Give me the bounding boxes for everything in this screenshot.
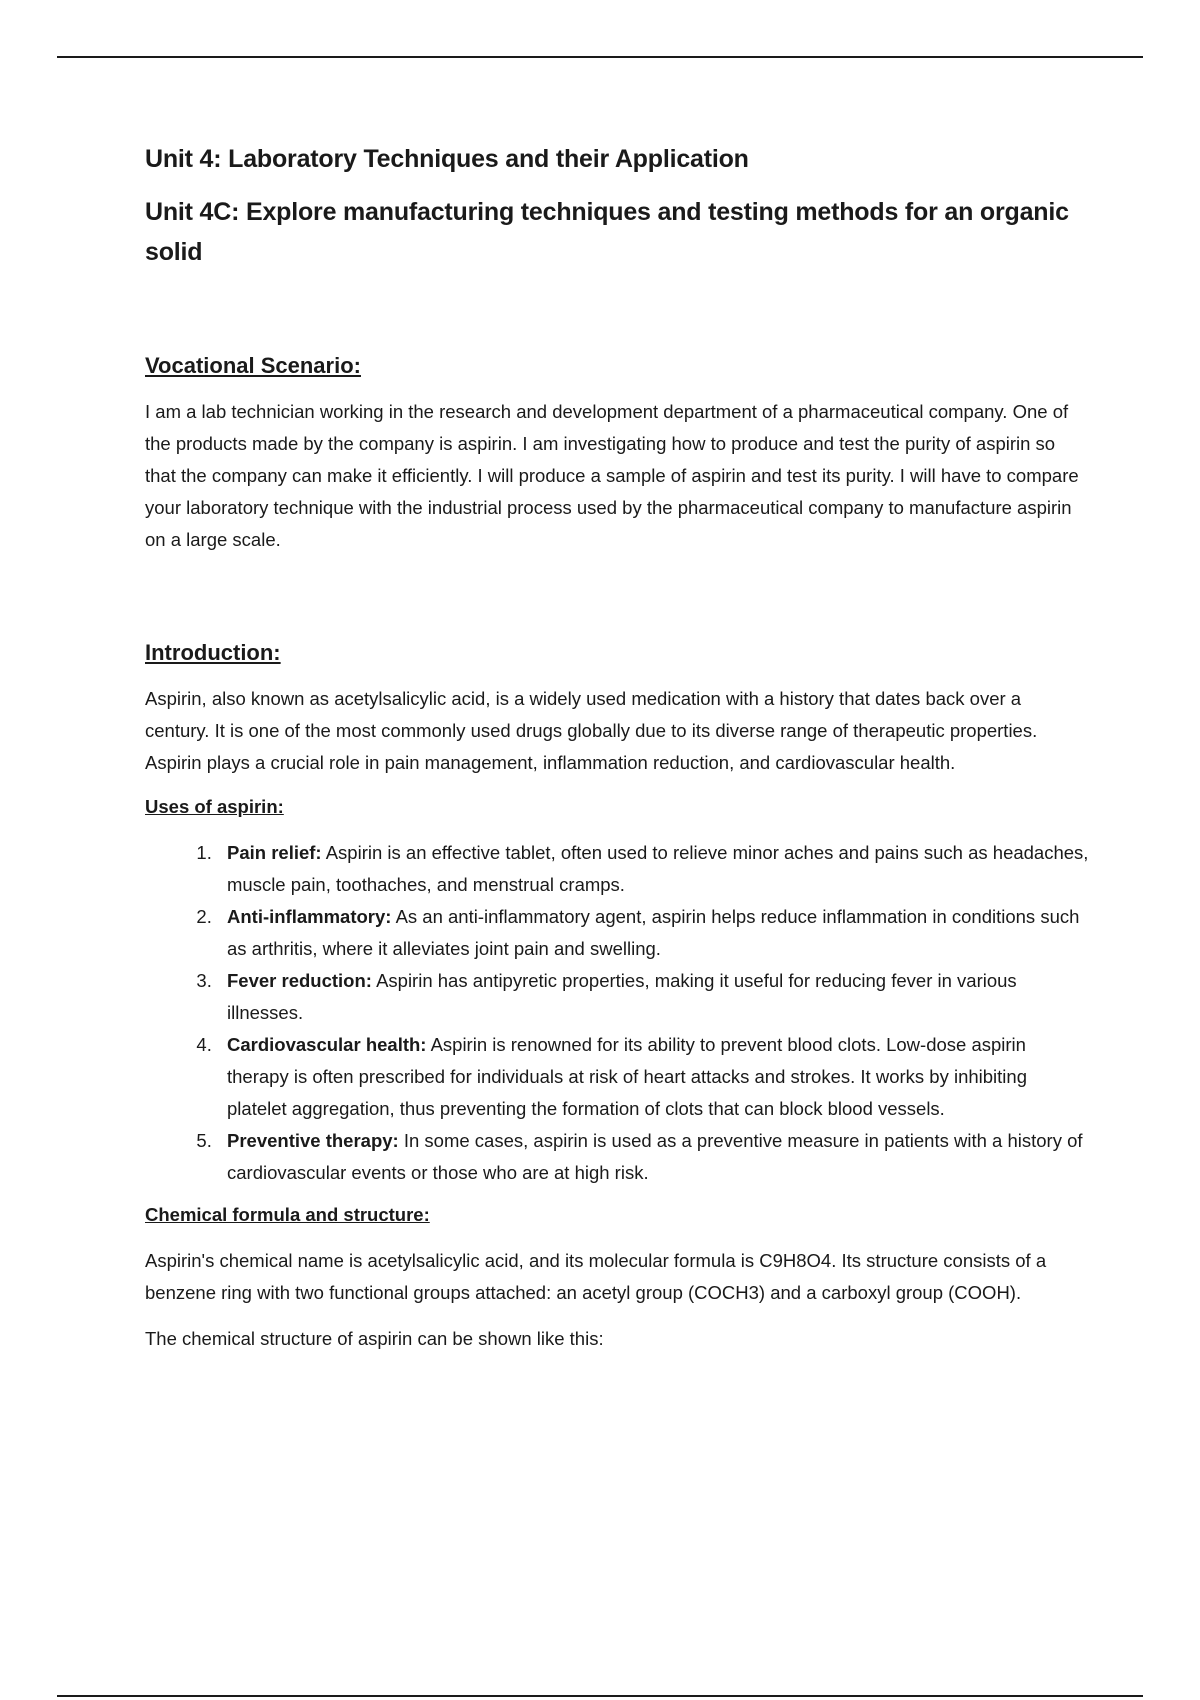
use-text: Aspirin is an effective tablet, often used to relieve minor aches and pains such as headaches, muscle pain, toothaches, and menstrual cramps. [227,842,1089,895]
list-item [217,965,1090,1029]
list-item [217,901,1090,965]
list-item [217,1125,1090,1189]
use-term: Fever reduction: [227,970,372,991]
uses-list [145,837,1090,1189]
use-text: In some cases, aspirin is used as a preventive measure in patients with a history of cardiovascular events or those who are at high risk. [227,1130,1083,1183]
chemical-text: Aspirin's chemical name is acetylsalicylic acid, and its molecular formula is C9H8O4. Its structure consists of a benzene ring with two functional groups attached: an acetyl group (COCH3) and a carboxyl group (COOH). [145,1250,1047,1303]
top-rule [57,56,1143,58]
bottom-rule [57,1695,1143,1697]
uses-heading: Uses of aspirin: [145,796,284,817]
unit-title: Unit 4: Laboratory Techniques and their Application [145,145,749,173]
list-item [217,1029,1090,1125]
use-text: As an anti-inflammatory agent, aspirin helps reduce inflammation in conditions such as arthritis, where it alleviates joint pain and swelling. [227,906,1080,959]
use-term: Cardiovascular health: [227,1034,427,1055]
vocational-scenario-text: I am a lab technician working in the research and development department of a pharmaceutical company. One of the products made by the company is aspirin. I am investigating how to produce and test the purity of aspirin so that the company can make it efficiently. I will produce a sample of aspirin and test its purity. I will have to compare your laboratory technique with the industrial process used by the pharmaceutical company to manufacture aspirin on a large scale. [145,401,1079,550]
unit-subtitle: Unit 4C: Explore manufacturing techniques and testing methods for an organic solid [145,198,1069,266]
use-term: Preventive therapy: [227,1130,399,1151]
list-item [217,837,1090,901]
use-term: Anti-inflammatory: [227,906,392,927]
introduction-heading: Introduction: [145,640,281,665]
use-text: Aspirin has antipyretic properties, making it useful for reducing fever in various illnesses. [227,970,1017,1023]
vocational-scenario-heading: Vocational Scenario: [145,353,361,378]
introduction-text: Aspirin, also known as acetylsalicylic acid, is a widely used medication with a history that dates back over a century. It is one of the most commonly used drugs globally due to its diverse range of therapeutic properties. Aspirin plays a crucial role in pain management, inflammation reduction, and cardiovascular health. [145,688,1038,773]
document-body [145,140,1090,1355]
structure-caption: The chemical structure of aspirin can be shown like this: [145,1328,604,1349]
use-text: Aspirin is renowned for its ability to prevent blood clots. Low-dose aspirin therapy is often prescribed for individuals at risk of heart attacks and strokes. It works by inhibiting platelet aggregation, thus preventing the formation of clots that can block blood vessels. [227,1034,1027,1119]
chemical-heading: Chemical formula and structure: [145,1204,430,1225]
use-term: Pain relief: [227,842,322,863]
